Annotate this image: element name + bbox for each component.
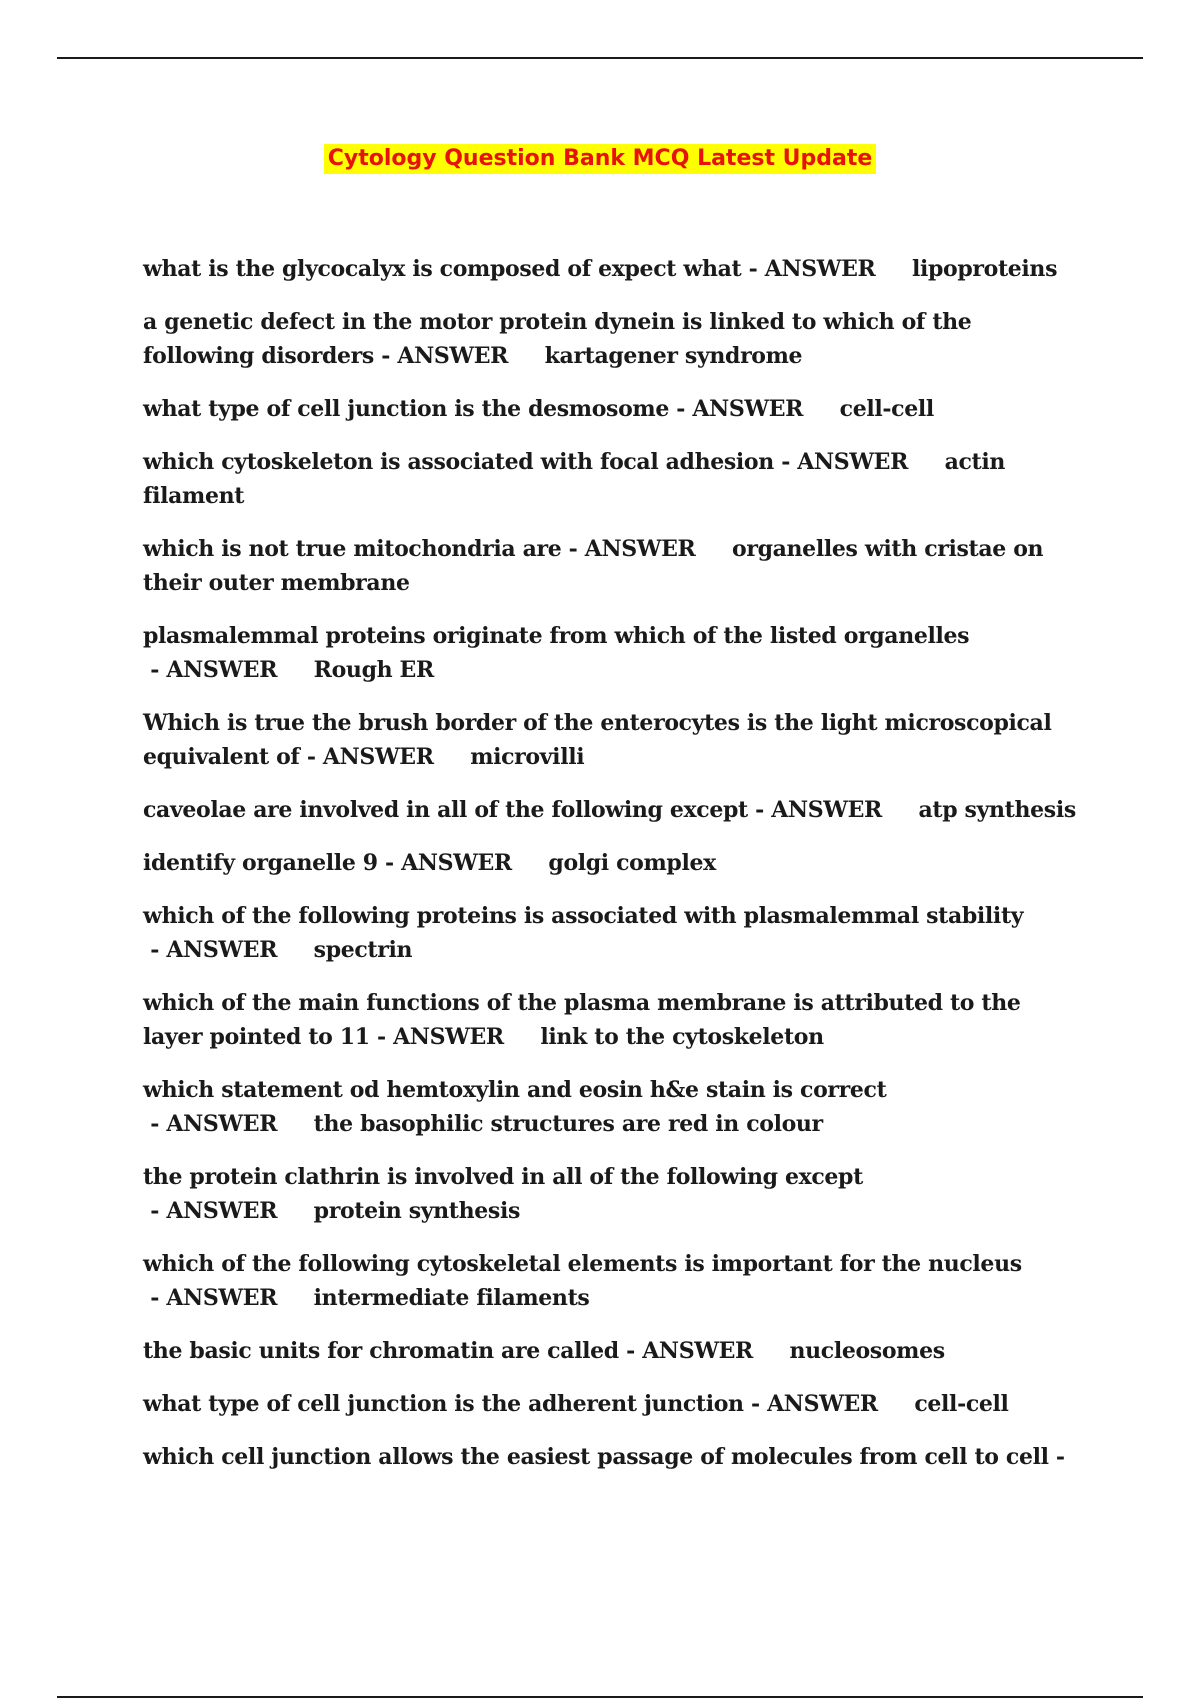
answer-separator: - ANSWER (377, 850, 549, 876)
answer-separator: - ANSWER (618, 1338, 790, 1364)
answer-separator: - ANSWER (299, 744, 471, 770)
answer-separator: - ANSWER (143, 1198, 314, 1224)
answer-separator: - ANSWER (747, 797, 919, 823)
document-title: Cytology Question Bank MCQ Latest Update (324, 144, 877, 174)
answer-text: cell-cell (839, 396, 934, 422)
answer-separator: - ANSWER (668, 396, 840, 422)
qa-item (143, 445, 1083, 513)
question-text: the protein clathrin is involved in all of the following except (143, 1164, 863, 1190)
question-text: what type of cell junction is the adherent junction (143, 1391, 744, 1417)
header-rule (57, 57, 1143, 59)
answer-text: actin filament (143, 449, 1005, 509)
qa-item (143, 1440, 1083, 1474)
question-text: which of the main functions of the plasma membrane is attributed to the layer pointed to 11 (143, 990, 1021, 1050)
answer-separator: - ANSWER (143, 1285, 314, 1311)
qa-item (143, 793, 1083, 827)
qa-item (143, 252, 1083, 286)
question-text: plasmalemmal proteins originate from which of the listed organelles (143, 623, 970, 649)
answer-text: the basophilic structures are red in colour (313, 1111, 823, 1137)
qa-item (143, 846, 1083, 880)
qa-item (143, 706, 1083, 774)
answer-text: lipoproteins (912, 256, 1058, 282)
qa-item (143, 899, 1083, 967)
qa-item (143, 305, 1083, 373)
question-text: which of the following cytoskeletal elements is important for the nucleus (143, 1251, 1022, 1277)
answer-separator: - ANSWER (773, 449, 945, 475)
answer-text: spectrin (313, 937, 413, 963)
answer-text: kartagener syndrome (544, 343, 803, 369)
question-text: caveolae are involved in all of the following except (143, 797, 748, 823)
answer-separator: - ANSWER (741, 256, 912, 282)
answer-text: nucleosomes (789, 1338, 945, 1364)
answer-separator: - ANSWER (369, 1024, 541, 1050)
title-block (0, 144, 1200, 174)
qa-list (143, 252, 1083, 1493)
question-text: which is not true mitochondria are (143, 536, 562, 562)
qa-item (143, 392, 1083, 426)
question-text: which cell junction allows the easiest passage of molecules from cell to cell (143, 1444, 1049, 1470)
question-text: a genetic defect in the motor protein dynein is linked to which of the following disorders (143, 309, 972, 369)
answer-text: organelles with cristae on their outer membrane (143, 536, 1044, 596)
answer-text: golgi complex (548, 850, 716, 876)
qa-item (143, 1160, 1083, 1228)
question-text: the basic units for chromatin are called (143, 1338, 619, 1364)
answer-separator: - ANSWER (743, 1391, 915, 1417)
qa-item (143, 619, 1083, 687)
question-text: Which is true the brush border of the enterocytes is the light microscopical equivalent of (143, 710, 1052, 770)
answer-text: link to the cytoskeleton (540, 1024, 824, 1050)
question-text: which of the following proteins is associated with plasmalemmal stability (143, 903, 1024, 929)
answer-text: atp synthesis (918, 797, 1076, 823)
answer-text: cell-cell (914, 1391, 1009, 1417)
qa-item (143, 1247, 1083, 1315)
answer-separator: - (1048, 1444, 1065, 1470)
answer-text: protein synthesis (313, 1198, 520, 1224)
answer-separator: - ANSWER (373, 343, 545, 369)
question-text: which cytoskeleton is associated with focal adhesion (143, 449, 774, 475)
answer-text: Rough ER (313, 657, 434, 683)
question-text: identify organelle 9 (143, 850, 378, 876)
footer-rule (57, 1696, 1143, 1698)
answer-separator: - ANSWER (143, 937, 314, 963)
answer-text: microvilli (470, 744, 585, 770)
answer-text: intermediate filaments (313, 1285, 590, 1311)
answer-separator: - ANSWER (561, 536, 733, 562)
answer-separator: - ANSWER (143, 657, 314, 683)
question-text: what type of cell junction is the desmosome (143, 396, 669, 422)
qa-item (143, 1334, 1083, 1368)
question-text: which statement od hemtoxylin and eosin h&e stain is correct (143, 1077, 887, 1103)
qa-item (143, 1073, 1083, 1141)
qa-item (143, 532, 1083, 600)
qa-item (143, 1387, 1083, 1421)
answer-separator: - ANSWER (143, 1111, 314, 1137)
question-text: what is the glycocalyx is composed of expect what (143, 256, 742, 282)
qa-item (143, 986, 1083, 1054)
